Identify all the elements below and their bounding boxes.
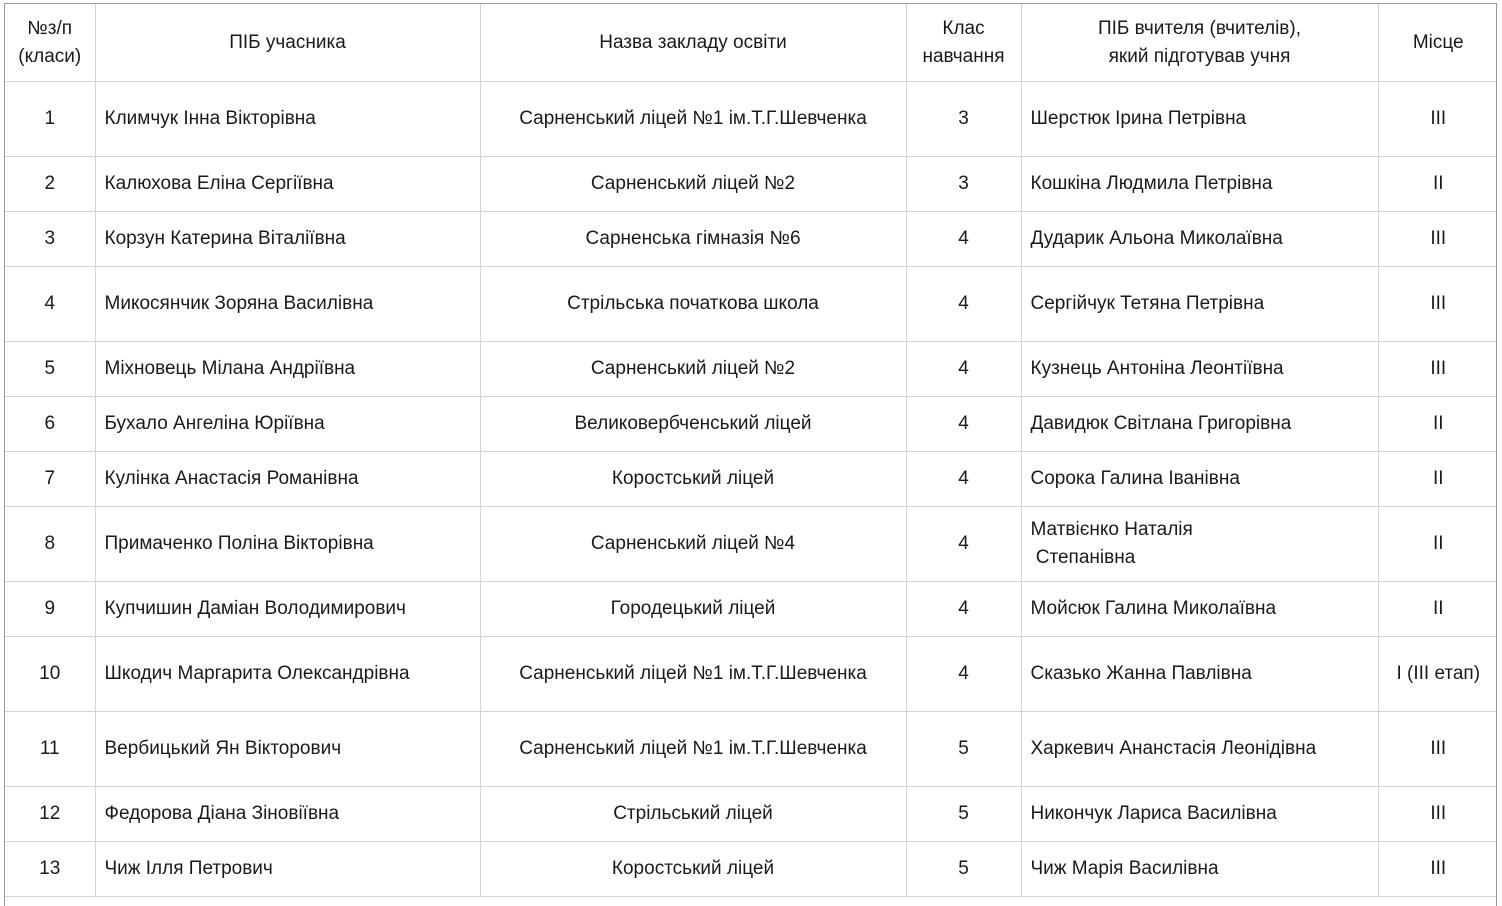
cell-place: II xyxy=(1378,582,1497,637)
cell-num: 10 xyxy=(5,637,95,712)
cell-teacher: Никончук Лариса Василівна xyxy=(1021,787,1378,842)
header-teacher: ПІБ вчителя (вчителів), який підготував учня xyxy=(1021,4,1378,82)
header-place: Місце xyxy=(1378,4,1497,82)
cell-grade: 5 xyxy=(906,712,1021,787)
results-table xyxy=(5,4,1497,897)
header-name: ПІБ учасника xyxy=(95,4,480,82)
cell-participant-name: Вербицький Ян Вікторович xyxy=(95,712,480,787)
cell-school: Сарненська гімназія №6 xyxy=(480,212,906,267)
table-row xyxy=(5,452,1497,507)
cell-grade: 4 xyxy=(906,452,1021,507)
cell-participant-name: Бухало Ангеліна Юріївна xyxy=(95,397,480,452)
cell-teacher: Сорока Галина Іванівна xyxy=(1021,452,1378,507)
cell-grade: 5 xyxy=(906,787,1021,842)
cell-participant-name: Климчук Інна Вікторівна xyxy=(95,82,480,157)
cell-grade: 4 xyxy=(906,637,1021,712)
cell-participant-name: Микосянчик Зоряна Василівна xyxy=(95,267,480,342)
cell-teacher: Матвієнко Наталія Степанівна xyxy=(1021,507,1378,582)
cell-num: 5 xyxy=(5,342,95,397)
table-row xyxy=(5,82,1497,157)
cell-participant-name: Примаченко Поліна Вікторівна xyxy=(95,507,480,582)
header-school: Назва закладу освіти xyxy=(480,4,906,82)
cell-num: 9 xyxy=(5,582,95,637)
cell-grade: 4 xyxy=(906,397,1021,452)
cell-school: Городецький ліцей xyxy=(480,582,906,637)
cell-place: III xyxy=(1378,842,1497,897)
cell-teacher: Сергійчук Тетяна Петрівна xyxy=(1021,267,1378,342)
cell-place: III xyxy=(1378,712,1497,787)
table-row xyxy=(5,342,1497,397)
cell-grade: 4 xyxy=(906,342,1021,397)
cell-place: III xyxy=(1378,787,1497,842)
cell-school: Стрільський ліцей xyxy=(480,787,906,842)
cell-school: Сарненський ліцей №1 ім.Т.Г.Шевченка xyxy=(480,712,906,787)
cell-teacher: Давидюк Світлана Григорівна xyxy=(1021,397,1378,452)
cell-school: Стрільська початкова школа xyxy=(480,267,906,342)
cell-school: Сарненський ліцей №2 xyxy=(480,157,906,212)
header-num: №з/п (класи) xyxy=(5,4,95,82)
cell-place: I (III етап) xyxy=(1378,637,1497,712)
cell-place: III xyxy=(1378,267,1497,342)
cell-school: Коростський ліцей xyxy=(480,842,906,897)
cell-num: 1 xyxy=(5,82,95,157)
cell-num: 12 xyxy=(5,787,95,842)
cell-grade: 4 xyxy=(906,212,1021,267)
cell-school: Коростський ліцей xyxy=(480,452,906,507)
cell-teacher: Дударик Альона Миколаївна xyxy=(1021,212,1378,267)
cell-grade: 3 xyxy=(906,157,1021,212)
header-row xyxy=(5,4,1497,82)
cell-participant-name: Міхновець Мілана Андріївна xyxy=(95,342,480,397)
cell-participant-name: Федорова Діана Зіновіївна xyxy=(95,787,480,842)
cell-participant-name: Шкодич Маргарита Олександрівна xyxy=(95,637,480,712)
cell-place: II xyxy=(1378,507,1497,582)
table-row xyxy=(5,582,1497,637)
cell-num: 6 xyxy=(5,397,95,452)
cell-teacher: Мойсюк Галина Миколаївна xyxy=(1021,582,1378,637)
table-row xyxy=(5,507,1497,582)
cell-participant-name: Корзун Катерина Віталіївна xyxy=(95,212,480,267)
cell-teacher: Кошкіна Людмила Петрівна xyxy=(1021,157,1378,212)
cell-num: 7 xyxy=(5,452,95,507)
cell-school: Сарненський ліцей №1 ім.Т.Г.Шевченка xyxy=(480,637,906,712)
cell-num: 2 xyxy=(5,157,95,212)
cell-num: 13 xyxy=(5,842,95,897)
cell-participant-name: Купчишин Даміан Володимирович xyxy=(95,582,480,637)
cell-teacher: Сказько Жанна Павлівна xyxy=(1021,637,1378,712)
table-row xyxy=(5,397,1497,452)
cell-participant-name: Чиж Ілля Петрович xyxy=(95,842,480,897)
cell-num: 11 xyxy=(5,712,95,787)
table-row xyxy=(5,267,1497,342)
cell-school: Сарненський ліцей №2 xyxy=(480,342,906,397)
header-grade: Клас навчання xyxy=(906,4,1021,82)
cell-grade: 4 xyxy=(906,507,1021,582)
cell-school: Сарненський ліцей №4 xyxy=(480,507,906,582)
table-row xyxy=(5,157,1497,212)
cell-num: 4 xyxy=(5,267,95,342)
cell-place: II xyxy=(1378,397,1497,452)
cell-teacher: Шерстюк Ірина Петрівна xyxy=(1021,82,1378,157)
cell-teacher: Харкевич Ананстасія Леонідівна xyxy=(1021,712,1378,787)
table-row xyxy=(5,637,1497,712)
spreadsheet xyxy=(4,3,1497,906)
table-row xyxy=(5,712,1497,787)
cell-teacher: Кузнець Антоніна Леонтіївна xyxy=(1021,342,1378,397)
cell-teacher: Чиж Марія Василівна xyxy=(1021,842,1378,897)
cell-place: III xyxy=(1378,212,1497,267)
cell-participant-name: Кулінка Анастасія Романівна xyxy=(95,452,480,507)
table-row xyxy=(5,787,1497,842)
table-row xyxy=(5,212,1497,267)
cell-num: 8 xyxy=(5,507,95,582)
cell-place: II xyxy=(1378,157,1497,212)
cell-participant-name: Калюхова Еліна Сергіївна xyxy=(95,157,480,212)
cell-grade: 5 xyxy=(906,842,1021,897)
cell-place: III xyxy=(1378,342,1497,397)
cell-grade: 4 xyxy=(906,267,1021,342)
cell-grade: 3 xyxy=(906,82,1021,157)
cell-num: 3 xyxy=(5,212,95,267)
cell-school: Сарненський ліцей №1 ім.Т.Г.Шевченка xyxy=(480,82,906,157)
cell-grade: 4 xyxy=(906,582,1021,637)
cell-school: Великовербченський ліцей xyxy=(480,397,906,452)
table-row xyxy=(5,842,1497,897)
cell-place: III xyxy=(1378,82,1497,157)
cell-place: II xyxy=(1378,452,1497,507)
